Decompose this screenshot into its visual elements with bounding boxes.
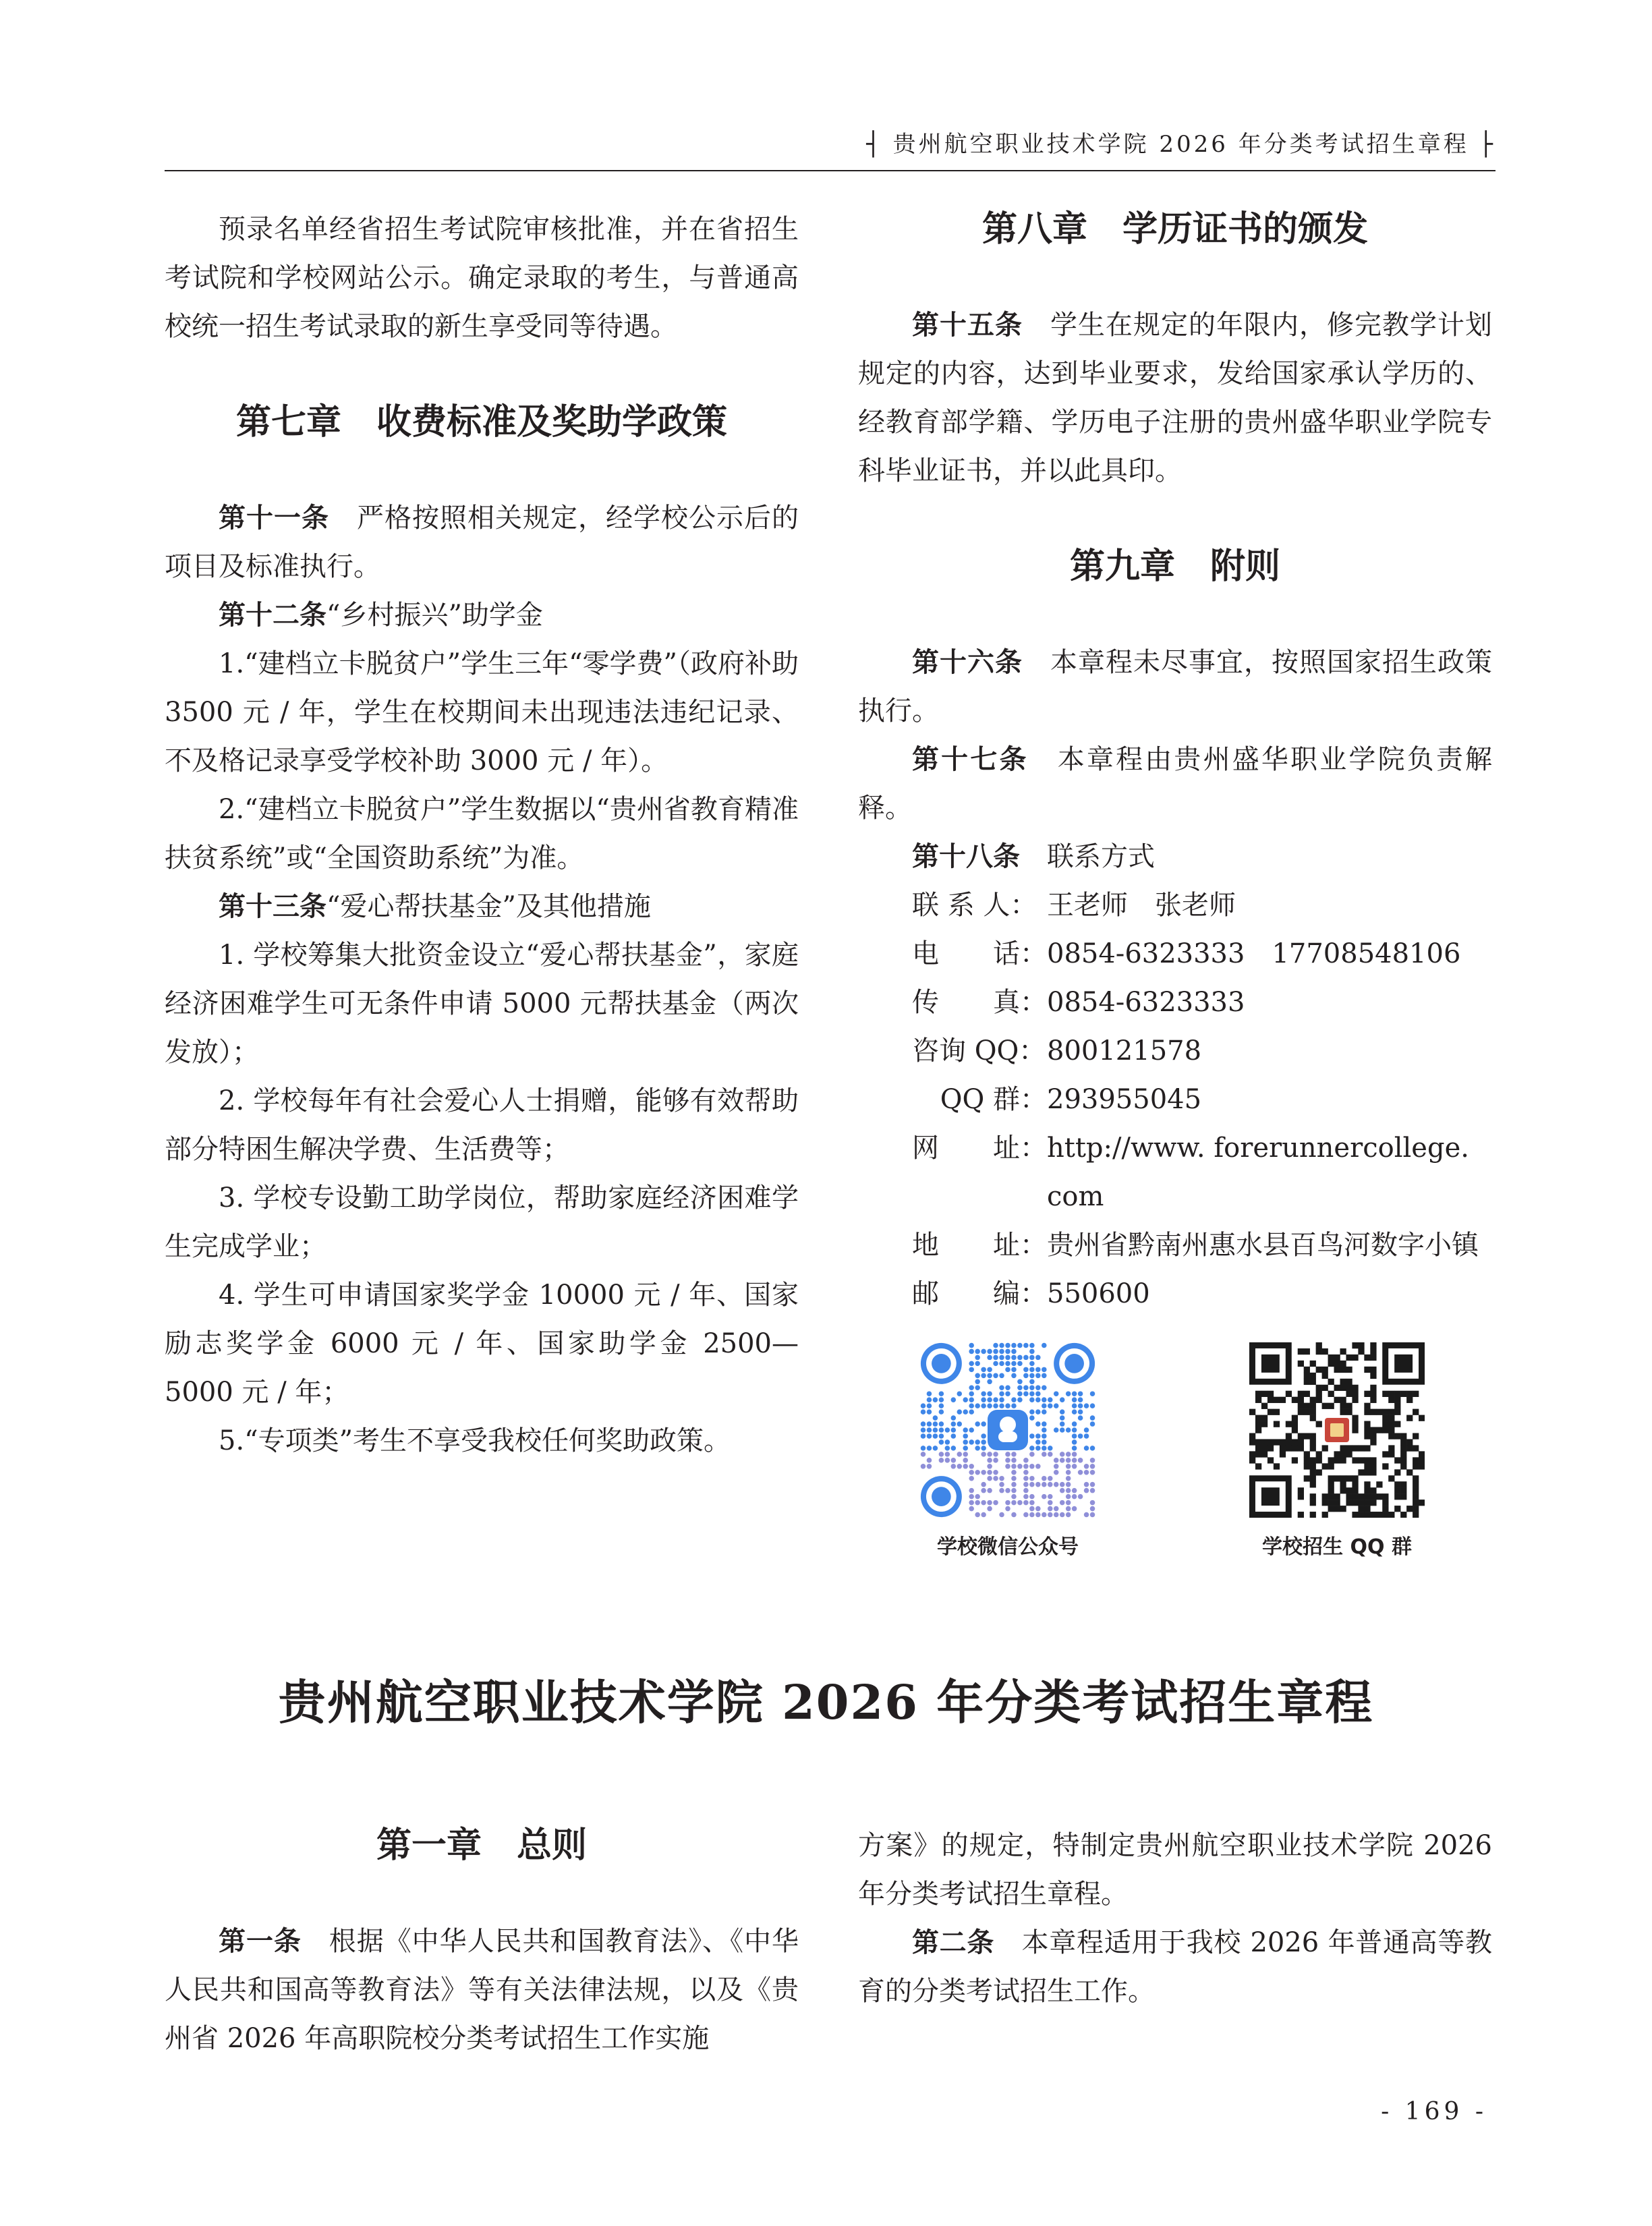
article-12-item-2: 2.“建档立卡脱贫户”学生数据以“贵州省教育精准扶贫系统”或“全国资助系统”为准。 bbox=[165, 794, 799, 874]
chapter-9-heading: 第九章 附则 bbox=[1069, 546, 1280, 587]
article-13-item-5: 5.“专项类”考生不享受我校任何奖助政策。 bbox=[219, 1425, 731, 1456]
article-1-text: 根据《中华人民共和国教育法》、《中华人民共和国高等教育法》等有关法律法规，以及《贵州省 2026 年高职院校分类考试招生工作实施 bbox=[165, 1926, 799, 2054]
article-13-item-4: 4. 学生可申请国家奖学金 10000 元 / 年、国家励志奖学金 6000 元 / 年、国家助学金 2500—5000 元 / 年； bbox=[165, 1280, 799, 1408]
contact-value: 贵州省黔南州惠水县百鸟河数字小镇 bbox=[1047, 1230, 1479, 1261]
article-12 bbox=[165, 591, 799, 639]
contact-label: 网 址： bbox=[912, 1133, 1047, 1164]
article-2-text: 本章程适用于我校 2026 年普通高等教育的分类考试招生工作。 bbox=[858, 1927, 1492, 2007]
article-17 bbox=[858, 735, 1492, 832]
intro-paragraph: 预录名单经省招生考试院审核批准，并在省招生考试院和学校网站公示。确定录取的考生，与普通高校统一招生考试录取的新生享受同等待遇。 bbox=[165, 214, 799, 342]
qq-qr-block bbox=[1249, 1342, 1425, 1560]
article-13-item-2: 2. 学校每年有社会爱心人士捐赠，能够有效帮助部分特困生解决学费、生活费等； bbox=[165, 1085, 799, 1165]
contact-value: 293955045 bbox=[1047, 1084, 1202, 1115]
contact-label: 电 话： bbox=[912, 938, 1047, 969]
contact-value: 550600 bbox=[1047, 1278, 1150, 1309]
wechat-qr-caption: 学校微信公众号 bbox=[937, 1535, 1079, 1559]
header-rule bbox=[165, 170, 1496, 171]
article-17-label: 第十七条 bbox=[912, 744, 1029, 775]
article-2-label: 第二条 bbox=[912, 1927, 995, 1958]
article-18-text: 联系方式 bbox=[1020, 841, 1155, 872]
contact-label: 邮 编： bbox=[912, 1278, 1047, 1309]
article-12-text: “乡村振兴”助学金 bbox=[326, 600, 543, 631]
contact-label: 联 系 人： bbox=[912, 890, 1037, 921]
article-16 bbox=[858, 638, 1492, 735]
article-11 bbox=[165, 494, 799, 591]
left-column bbox=[165, 205, 799, 1465]
page-number: - 169 - bbox=[1381, 2098, 1487, 2125]
article-1-label: 第一条 bbox=[219, 1926, 302, 1957]
contact-label: 传 真： bbox=[912, 987, 1047, 1018]
article-18-label: 第十八条 bbox=[912, 841, 1020, 872]
document-title: 贵州航空职业技术学院 2026 年分类考试招生章程 bbox=[278, 1674, 1374, 1730]
article-15-label: 第十五条 bbox=[912, 310, 1023, 341]
article-12-label: 第十二条 bbox=[219, 600, 326, 631]
qq-qr-caption: 学校招生 QQ 群 bbox=[1262, 1535, 1412, 1559]
article-2 bbox=[858, 1918, 1492, 2016]
article-15-text: 学生在规定的年限内，修完教学计划规定的内容，达到毕业要求，发给国家承认学历的、经教育部学籍、学历电子注册的贵州盛华职业学院专科毕业证书，并以此具印。 bbox=[858, 310, 1492, 486]
contact-value: 800121578 bbox=[1047, 1035, 1202, 1066]
article-12-item-1: 1.“建档立卡脱贫户”学生三年“零学费”（政府补助 3500 元 / 年，学生在校期间未出现违法违纪记录、不及格记录享受学校补助 3000 元 / 年）。 bbox=[165, 648, 799, 776]
contact-row-address bbox=[858, 1221, 1492, 1269]
article-13-label: 第十三条 bbox=[219, 891, 326, 922]
contact-label: QQ 群： bbox=[940, 1084, 1047, 1115]
contact-label: 地 址： bbox=[912, 1230, 1047, 1261]
wechat-qr-block bbox=[920, 1342, 1095, 1560]
chapter-1-heading: 第一章 总则 bbox=[376, 1825, 587, 1866]
qq-group-qr-code-icon bbox=[1249, 1342, 1425, 1518]
contact-value: 0854-6323333 bbox=[1047, 987, 1245, 1018]
contact-list bbox=[858, 881, 1492, 1318]
article-13 bbox=[165, 882, 799, 931]
chapter-8-heading: 第八章 学历证书的颁发 bbox=[981, 209, 1368, 250]
article-15 bbox=[858, 301, 1492, 495]
article-13-item-1: 1. 学校筹集大批资金设立“爱心帮扶基金”，家庭经济困难学生可无条件申请 5000 元帮扶基金（两次发放）； bbox=[165, 940, 799, 1068]
article-11-label: 第十一条 bbox=[219, 503, 329, 534]
article-16-text: 本章程未尽事宜，按照国家招生政策执行。 bbox=[858, 647, 1492, 726]
article-1-continued: 方案》的规定，特制定贵州航空职业技术学院 2026 年分类考试招生章程。 bbox=[858, 1830, 1492, 1910]
article-17-text: 本章程由贵州盛华职业学院负责解释。 bbox=[858, 744, 1493, 824]
contact-row-qq-group bbox=[858, 1075, 1492, 1124]
lower-left-column bbox=[165, 1821, 799, 2063]
contact-row-person bbox=[858, 881, 1492, 930]
article-13-text: “爱心帮扶基金”及其他措施 bbox=[326, 891, 651, 922]
contact-row-phone bbox=[858, 930, 1492, 978]
contact-label: 咨询 QQ： bbox=[912, 1035, 1046, 1066]
running-header: ┤ 贵州航空职业技术学院 2026 年分类考试招生章程 ├ bbox=[866, 131, 1496, 158]
contact-row-website bbox=[858, 1124, 1492, 1221]
contact-value: http://www. forerunnercollege. com bbox=[1047, 1133, 1469, 1212]
article-11-text: 严格按照相关规定，经学校公示后的项目及标准执行。 bbox=[165, 503, 799, 582]
contact-row-qq bbox=[858, 1027, 1492, 1075]
lower-right-column bbox=[858, 1821, 1492, 2016]
contact-row-postcode bbox=[858, 1269, 1492, 1318]
chapter-7-heading: 第七章 收费标准及奖助学政策 bbox=[235, 402, 727, 443]
wechat-qr-code-icon bbox=[920, 1342, 1095, 1518]
contact-value: 王老师 张老师 bbox=[1047, 890, 1236, 921]
contact-row-fax bbox=[858, 978, 1492, 1027]
article-18 bbox=[858, 832, 1492, 881]
article-13-item-3: 3. 学校专设勤工助学岗位，帮助家庭经济困难学生完成学业； bbox=[165, 1182, 799, 1262]
article-1 bbox=[165, 1917, 799, 2063]
contact-value: 0854-6323333 17708548106 bbox=[1047, 938, 1461, 969]
right-column bbox=[858, 205, 1492, 1318]
article-16-label: 第十六条 bbox=[912, 647, 1023, 678]
